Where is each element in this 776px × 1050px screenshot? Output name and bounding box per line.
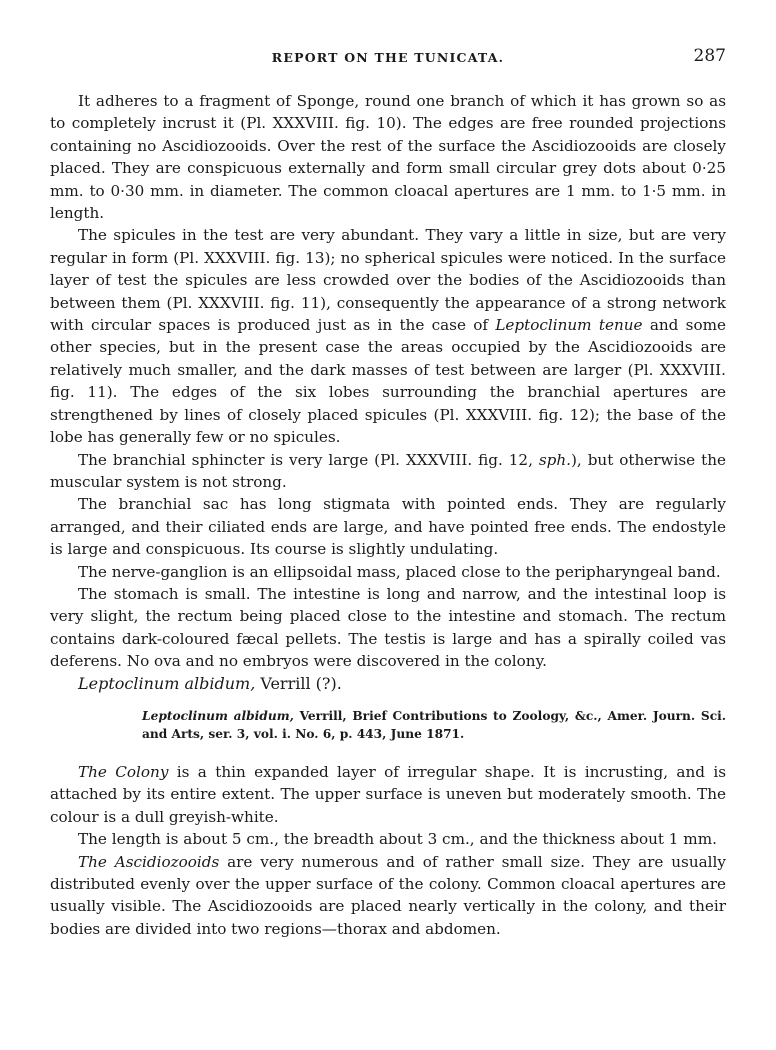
ascidiozooids-label: The Ascidiozooids xyxy=(78,852,220,871)
paragraph-sponge-adhesion: It adheres to a fragment of Sponge, round one branch of which it has grown so as to completely incrust it (Pl. XXXVIII. fig. 10). The edges are free rounded projections containing no Ascidiozooids. Over the rest of the surface the Ascidiozooids are closely placed. They are conspicuous externally and form small circular grey dots about 0·25 mm. to 0·30 mm. in diameter. The common cloacal apertures are 1 mm. to 1·5 mm. in length. xyxy=(50,92,726,223)
paragraph-branchial-sac: The branchial sac has long stigmata with pointed ends. They are regularly arranged, and their ciliated ends are large, and have pointed free ends. The endostyle is large and conspicuous. Its course is slightly undulating. xyxy=(50,495,726,559)
page-body xyxy=(50,90,726,940)
colony-text: is a thin expanded layer of irregular shape. It is incrusting, and is attached by its entire extent. The upper surface is uneven but moderately smooth. The colour is a dull greyish-white. xyxy=(50,762,726,826)
species-reference-italic: Leptoclinum tenue xyxy=(495,316,643,335)
running-head: REPORT ON THE TUNICATA. xyxy=(271,50,505,65)
species-name: Leptoclinum albidum, xyxy=(78,673,256,693)
paragraph-sphincter-text-a: The branchial sphincter is very large (Pl. XXXVIII. fig. 12, xyxy=(78,450,539,469)
species-heading xyxy=(50,673,726,695)
paragraph-nerve-ganglion: The nerve-ganglion is an ellipsoidal mass, placed close to the peripharyngeal band. xyxy=(78,562,721,581)
paragraph-spicules-text-b: and some other species, but in the present case the areas occupied by the Ascidiozooids are relatively much smaller, and the dark masses of test between are larger (Pl. XXXVIII. fig. 11). The edges of the six lobes surrounding the branchial apertures are strengthened by lines of closely placed spicules (Pl. XXXVIII. fig. 12); the base of the lobe has generally few or no spicules. xyxy=(50,316,727,447)
sph-abbreviation: sph. xyxy=(538,450,571,469)
paragraph-spicules-text-a: The spicules in the test are very abundant. They vary a little in size, but are very regular in form (Pl. XXXVIII. fig. 13); no spherical spicules were noticed. In the surface layer of test the spicules are less crowded over the bodies of the Ascidiozooids than between them (Pl. XXXVIII. fig. 11), consequently the appearance of a strong network with circular spaces is produced just as in the case of xyxy=(50,226,726,335)
paragraph-stomach: The stomach is small. The intestine is long and narrow, and the intestinal loop is very slight, the rectum being placed close to the intestine and stomach. The rectum contains dark-coloured fæcal pellets. The testis is large and has a spirally coiled vas deferens. No ova and no embryos were discovered in the colony. xyxy=(50,584,726,671)
page-header xyxy=(50,46,726,70)
citation-species-name: Leptoclinum albidum, xyxy=(142,708,294,723)
paragraph-dimensions: The length is about 5 cm., the breadth about 3 cm., and the thickness about 1 mm. xyxy=(78,830,717,849)
colony-label: The Colony xyxy=(78,762,169,781)
paragraph-branchial-sphincter xyxy=(50,449,726,494)
species-citation xyxy=(142,707,726,743)
paragraph-colony xyxy=(50,761,726,828)
page-number: 287 xyxy=(693,46,726,66)
paragraph-sphincter-text-b: ), but otherwise the muscular system is not strong. xyxy=(50,450,726,491)
paragraph-ascidiozooids xyxy=(50,851,726,941)
species-author: Verrill (?). xyxy=(255,673,342,693)
citation-text: Verrill, Brief Contributions to Zoology, &c., Amer. Journ. Sci. and Arts, ser. 3, vol. i. No. 6, p. 443, June 1871. xyxy=(142,708,726,741)
ascidiozooids-text: are very numerous and of rather small size. They are usually distributed evenly over the upper surface of the colony. Common cloacal apertures are usually visible. The Ascidiozooids are placed nearly vertically in the colony, and their bodies are divided into two regions—thorax and abdomen. xyxy=(50,852,726,938)
paragraph-spicules xyxy=(50,224,726,448)
